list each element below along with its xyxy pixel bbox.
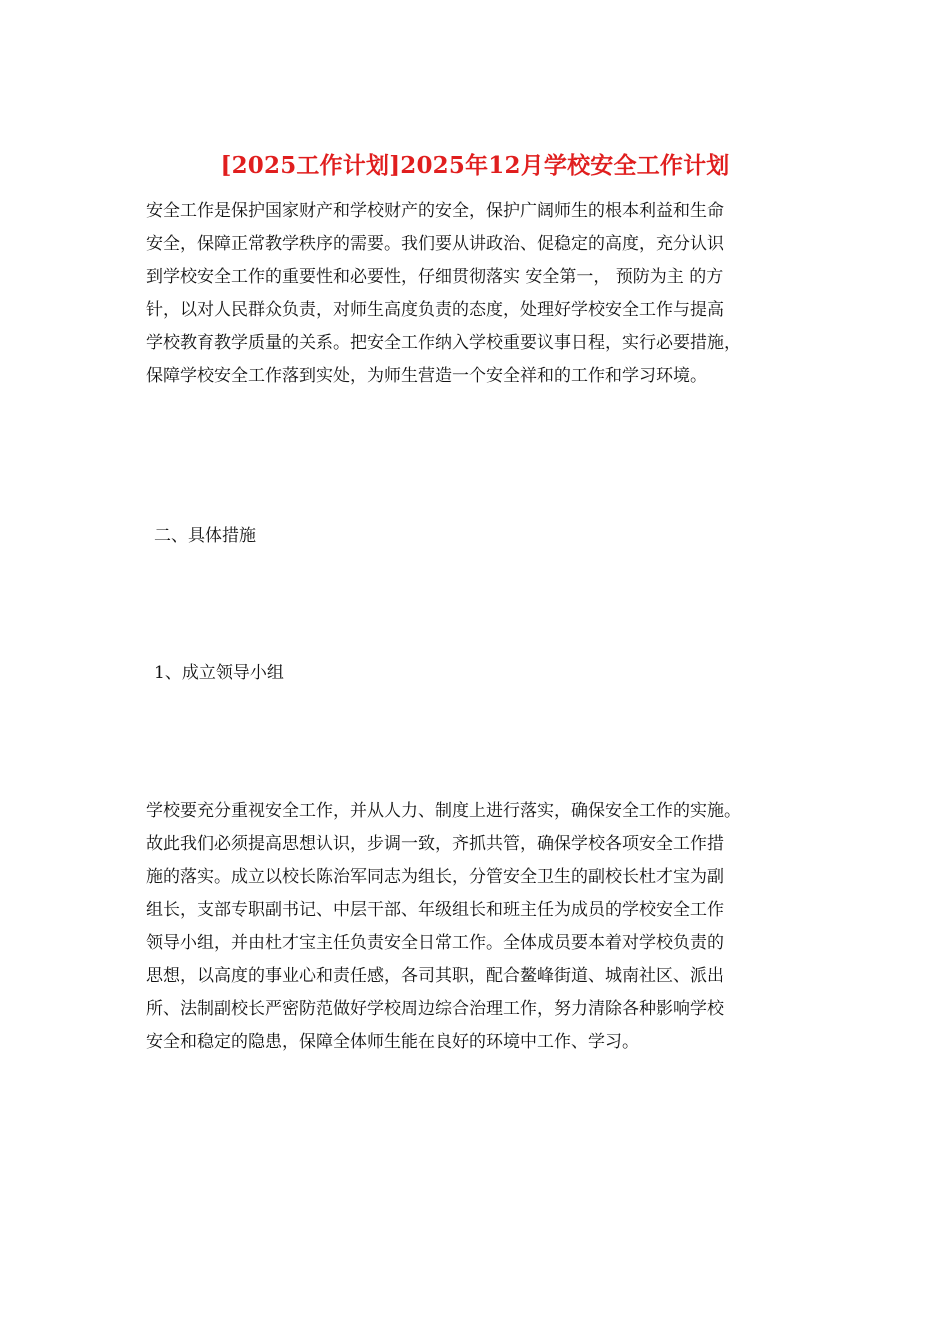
intro-line: 安全工作是保护国家财产和学校财产的安全，保护广阔师生的根本利益和生命 <box>146 201 724 221</box>
intro-line: 学校教育教学质量的关系。把安全工作纳入学校重要议事日程，实行必要措施， <box>146 333 741 353</box>
intro-line: 到学校安全工作的重要性和必要性，仔细贯彻落实 安全第一， 预防为主 的方 <box>146 267 724 287</box>
body-line: 领导小组，并由杜才宝主任负责安全日常工作。全体成员要本着对学校负责的 <box>146 933 724 953</box>
document-title: [2025工作计划]2025年12月学校安全工作计划 <box>220 152 730 179</box>
intro-line: 针，以对人民群众负责，对师生高度负责的态度，处理好学校安全工作与提高 <box>146 300 724 320</box>
body-line: 故此我们必须提高思想认识，步调一致，齐抓共管，确保学校各项安全工作措 <box>146 834 724 854</box>
intro-line: 保障学校安全工作落到实处，为师生营造一个安全祥和的工作和学习环境。 <box>146 366 707 386</box>
body-line: 施的落实。成立以校长陈治军同志为组长，分管安全卫生的副校长杜才宝为副 <box>146 867 724 887</box>
body-line: 思想，以高度的事业心和责任感，各司其职，配合鳌峰街道、城南社区、派出 <box>146 966 724 986</box>
section-heading: 二、具体措施 <box>154 526 256 546</box>
body-line: 组长，支部专职副书记、中层干部、年级组长和班主任为成员的学校安全工作 <box>146 900 724 920</box>
body-paragraph <box>146 795 836 1059</box>
body-line: 所、法制副校长严密防范做好学校周边综合治理工作，努力清除各种影响学校 <box>146 999 724 1019</box>
subsection-heading: 1、成立领导小组 <box>154 663 284 683</box>
intro-paragraph <box>146 195 836 393</box>
body-line: 学校要充分重视安全工作，并从人力、制度上进行落实，确保安全工作的实施。 <box>146 801 741 821</box>
intro-line: 安全，保障正常教学秩序的需要。我们要从讲政治、促稳定的高度，充分认识 <box>146 234 724 254</box>
body-line: 安全和稳定的隐患，保障全体师生能在良好的环境中工作、学习。 <box>146 1032 639 1052</box>
